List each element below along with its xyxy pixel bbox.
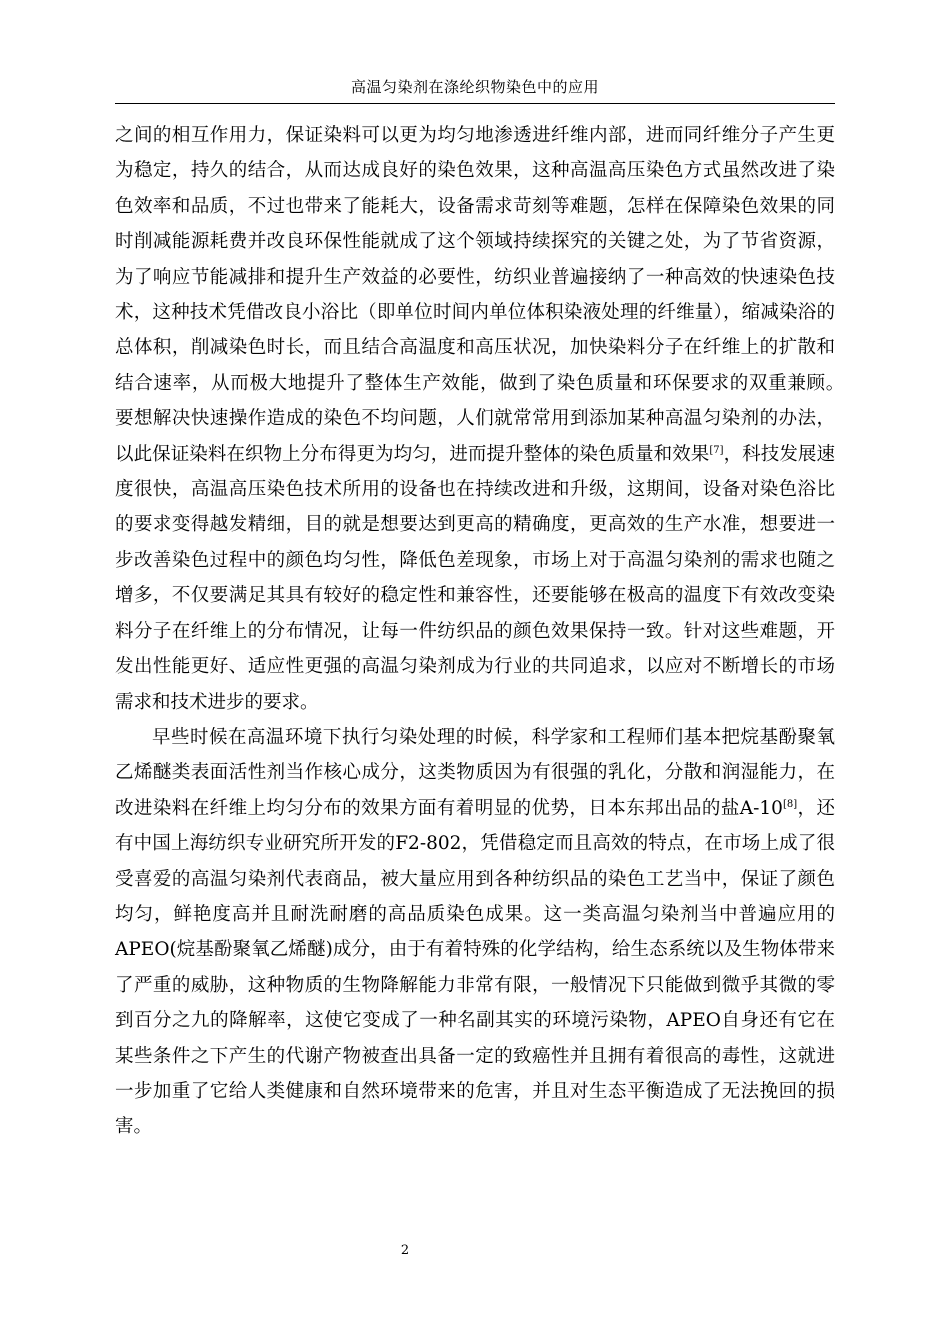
body-text — [115, 118, 854, 1145]
paragraph-2-text-b: ，还有中国上海纺织专业研究所开发的F2-802，凭借稳定而且高效的特点，在市场上成了很受喜爱的高温匀染剂代表商品，被大量应用到各种纺织品的染色工艺当中，保证了颜色均匀，鲜艳度高并且耐洗耐磨的高品质染色成果。这一类高温匀染剂当中普遍应用的APEO(烷基酚聚氧乙烯醚)成分，由于有着特殊的化学结构，给生态系统以及生物体带来了严重的威胁，这种物质的生物降解能力非常有限，一般情况下只能做到微乎其微的零到百分之九的降解率，这使它变成了一种名副其实的环境污染物，APEO自身还有它在某些条件之下产生的代谢产物被查出具备一定的致癌性并且拥有着很高的毒性，这就进一步加重了它给人类健康和自然环境带来的危害，并且对生态平衡造成了无法挽回的损害。 — [115, 797, 835, 1138]
header-divider — [115, 103, 835, 104]
paragraph-1 — [115, 118, 854, 720]
running-header: 高温匀染剂在涤纶织物染色中的应用 — [350, 78, 599, 96]
paragraph-1-text-b: ，科技发展速度很快，高温高压染色技术所用的设备也在持续改进和升级，这期间，设备对染色浴比的要求变得越发精细，目的就是想要达到更高的精确度，更高效的生产水准，想要进一步改善染色过程中的颜色均匀性，降低色差现象，市场上对于高温匀染剂的需求也随之增多，不仅要满足其具有较好的稳定性和兼容性，还要能够在极高的温度下有效改变染料分子在纤维上的分布情况，让每一件纺织品的颜色效果保持一致。针对这些难题，开发出性能更好、适应性更强的高温匀染剂成为行业的共同追求，以应对不断增长的市场需求和技术进步的要求。 — [115, 443, 835, 713]
citation-8: [8] — [782, 798, 798, 810]
paragraph-2-text-a: 早些时候在高温环境下执行匀染处理的时候，科学家和工程师们基本把烷基酚聚氧乙烯醚类表面活性剂当作核心成分，这类物质因为有很强的乳化，分散和润湿能力，在改进染料在纤维上均匀分布的效果方面有着明显的优势，日本东邦出品的盐A-10 — [115, 726, 835, 819]
citation-7: [7] — [709, 444, 724, 456]
paragraph-1-text-a: 之间的相互作用力，保证染料可以更为均匀地渗透进纤维内部，进而同纤维分子产生更为稳定，持久的结合，从而达成良好的染色效果，这种高温高压染色方式虽然改进了染色效率和品质，不过也带来了能耗大，设备需求苛刻等难题，怎样在保障染色效果的同时削减能源耗费并改良环保性能就成了这个领域持续探究的关键之处，为了节省资源，为了响应节能减排和提升生产效益的必要性，纺织业普遍接纳了一种高效的快速染色技术，这种技术凭借改良小浴比（即单位时间内单位体积染液处理的纤维量），缩减染浴的总体积，削减染色时长，而且结合高温度和高压状况，加快染料分子在纤维上的扩散和结合速率，从而极大地提升了整体生产效能，做到了染色质量和环保要求的双重兼顾。 要想解决快速操作造成的染色不均问题，人们就常常用到添加某种高温匀染剂的办法，以此保证染料在织物上分布得更为均匀，进而提升整体的染色质量和效果 — [115, 125, 854, 465]
paragraph-2 — [115, 720, 835, 1145]
page-number: 2 — [400, 1243, 410, 1258]
